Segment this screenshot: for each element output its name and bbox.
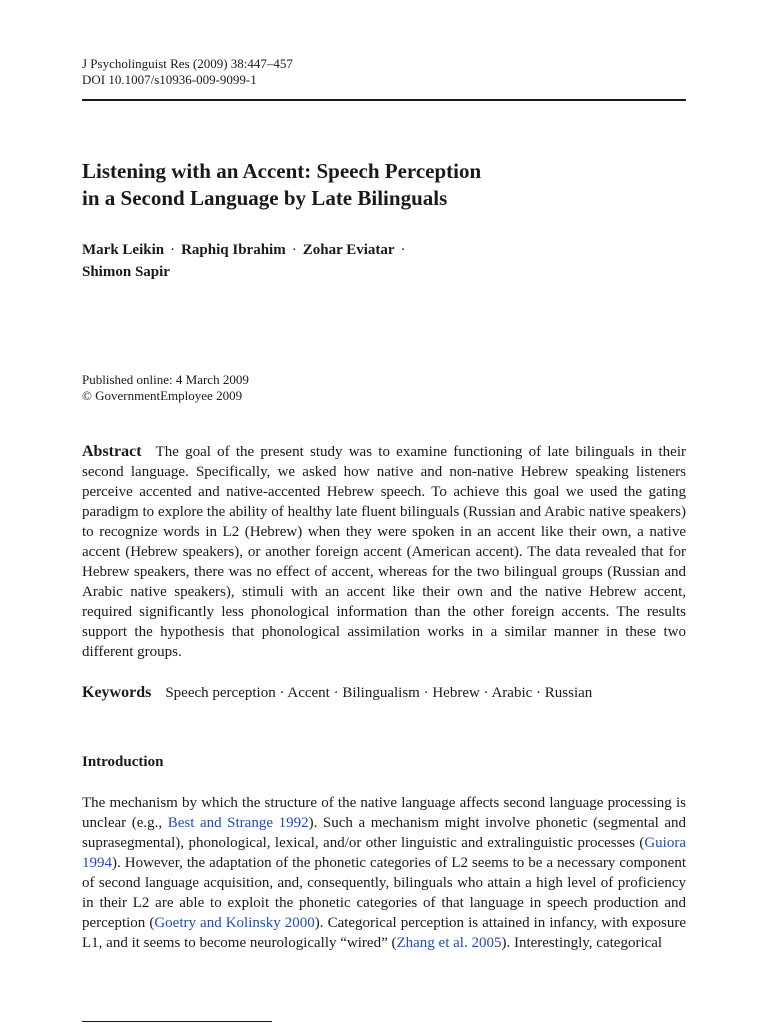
- author-name[interactable]: Shimon Sapir: [82, 264, 170, 280]
- paragraph-text: ). Such a mechanism might involve phonetic (segmental and suprasegmental), phonological, lexical, and/or other linguistic and extralinguistic processes (: [82, 815, 687, 851]
- footnote-rule: [82, 1021, 272, 1022]
- paragraph-text: ). However, the adaptation of the phonetic categories of L2 seems to be a necessary component of second language acquisition, and, consequently, bilinguals who attain a high level of proficiency in their L2 are able to exploit the phonetic categories of that language in speech production and perception (: [82, 855, 686, 931]
- title-line-2: in a Second Language by Late Bilinguals: [82, 186, 448, 210]
- journal-citation: J Psycholinguist Res (2009) 38:447–457: [82, 56, 293, 71]
- section-heading-introduction: Introduction: [82, 754, 164, 770]
- citation-link[interactable]: Guiora 1994: [82, 835, 686, 871]
- author-name[interactable]: Raphiq Ibrahim: [181, 242, 286, 258]
- publication-info: [82, 372, 249, 404]
- author-list: [82, 239, 686, 283]
- header-rule: [82, 99, 686, 101]
- author-name[interactable]: Zohar Eviatar: [302, 242, 395, 258]
- paragraph-text: ). Categorical perception is attained in infancy, with exposure L1, and it seems to become neurologically “wired” (: [82, 915, 686, 951]
- article-title: [82, 158, 686, 212]
- keywords: [82, 683, 686, 703]
- citation-link[interactable]: Goetry and Kolinsky 2000: [154, 915, 315, 931]
- keywords-heading: Keywords: [82, 684, 152, 701]
- keywords-text: Speech perception · Accent · Bilingualism · Hebrew · Arabic · Russian: [165, 685, 593, 701]
- introduction-paragraph: [82, 793, 686, 953]
- abstract: [82, 442, 686, 662]
- abstract-heading: Abstract: [82, 443, 142, 460]
- citation-link[interactable]: Zhang et al. 2005: [396, 935, 502, 951]
- published-date: Published online: 4 March 2009: [82, 372, 249, 387]
- citation-link[interactable]: Best and Strange 1992: [167, 815, 309, 831]
- title-line-1: Listening with an Accent: Speech Perception: [82, 159, 482, 183]
- journal-header: [82, 56, 293, 88]
- author-separator: ·: [291, 242, 297, 258]
- author-separator: ·: [170, 242, 176, 258]
- abstract-text: The goal of the present study was to examine functioning of late bilinguals in their second language. Specifically, we asked how native and non-native Hebrew speaking listeners perceive accented and native-accented Hebrew speech. To achieve this goal we used the gating paradigm to explore the ability of healthy late fluent bilinguals (Russian and Arabic native speakers) to recognize words in L2 (Hebrew) when they were spoken in an accent like their own, a native accent (Hebrew speakers), or another foreign accent (American accent). The data revealed that for Hebrew speakers, there was no effect of accent, whereas for the two bilingual groups (Russian and Arabic native speakers), stimuli with an accent like their own and the native Hebrew accent, required significantly less phonological information than the other foreign accents. The results support the hypothesis that phonological assimilation works in a similar manner in these two different groups.: [82, 444, 686, 660]
- author-name[interactable]: Mark Leikin: [82, 242, 165, 258]
- copyright: © GovernmentEmployee 2009: [82, 388, 243, 403]
- doi: DOI 10.1007/s10936-009-9099-1: [82, 72, 257, 87]
- paragraph-text: The mechanism by which the structure of the native language affects second language processing is unclear (e.g.,: [82, 795, 686, 831]
- paragraph-text: ). Interestingly, categorical: [501, 935, 663, 951]
- author-separator: ·: [400, 242, 406, 258]
